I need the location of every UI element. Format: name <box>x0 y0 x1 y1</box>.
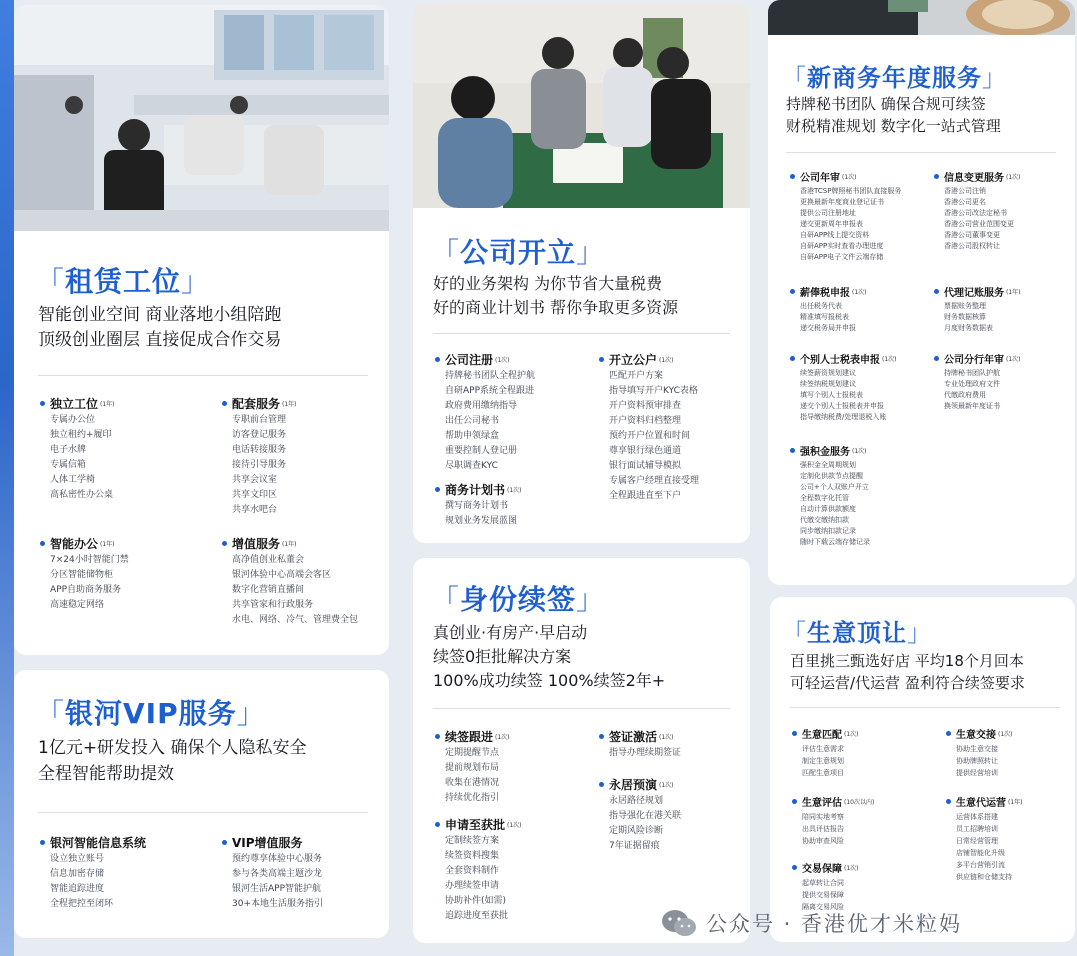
list-item: 办理续签申请 <box>445 881 500 891</box>
list-item: 运营体系搭建 <box>956 813 998 821</box>
list-item: 帮助申领绿盒 <box>445 431 500 441</box>
bullet-dot <box>599 357 604 362</box>
bullet-dot <box>222 541 227 546</box>
list-item: 递交更新周年申报表 <box>800 220 863 228</box>
list-item: 数字化营销直播间 <box>232 585 305 595</box>
list-item: 香港公司股权转让 <box>944 242 1000 250</box>
list-item: 接待引导服务 <box>232 460 287 470</box>
list-item: 多平台营销引流 <box>956 861 1005 869</box>
section-annual-review: 公司年审 (1次) 香港TCSP牌照秘书团队直接服务 更换最新年度商业登记证书 提供公司注册地址 递交更新周年申报表 自研APP线上提交资料 自研APP实时查看办理进度 自研APP电子文件云端存储 <box>790 168 940 263</box>
section-salaries-tax: 薪俸税申报 (1次) 出任税务代表 精准填写报税表 递交税务局并申报 <box>790 283 940 334</box>
list-item: 预约尊享体验中心服务 <box>232 854 323 864</box>
bullet-dot <box>934 174 939 179</box>
card-subtitle-1: 持牌秘书团队 确保合规可续签 <box>786 95 986 113</box>
list-item: 全程跟进直至下户 <box>609 491 682 501</box>
card-subtitle-2: 全程智能帮助提效 <box>38 764 174 784</box>
bullet-dot <box>40 541 45 546</box>
list-item: 开户资料预审排查 <box>609 401 682 411</box>
list-item: 指导填写开户KYC表格 <box>609 386 698 396</box>
bullet-dot <box>946 799 951 804</box>
card-subtitle-1: 百里挑三甄选好店 平均18个月回本 <box>790 652 1024 670</box>
bullet-dot <box>934 289 939 294</box>
section-application-approval: 申请至获批 (1次) 定制续签方案 续签资料搜集 全套资料制作 办理续签申请 协助补件(如需) 追踪进度至获批 <box>435 816 605 924</box>
bullet-dot <box>599 734 604 739</box>
bullet-dot <box>790 174 795 179</box>
section-mpf: 强积金服务 (1次) 强积金全周期规划 定制化供款节点提醒 公司+个人双账户开立 全程数字化托管 自动计算供款额度 代缴交缴纳扣款 同步缴纳扣款记录 随时下载云端存储记录 <box>790 442 940 548</box>
list-item: 全程把控至闭环 <box>50 899 114 909</box>
list-item: 香港公司董事变更 <box>944 231 1000 239</box>
list-item: 收集在港情况 <box>445 778 500 788</box>
list-item: 票据账务整理 <box>944 302 986 310</box>
list-item: 预约开户位置和时间 <box>609 431 691 441</box>
section-bookkeeping: 代理记账服务 (1年) 票据账务整理 财务数据核算 月度财务数据表 <box>934 283 1069 334</box>
list-item: 递交个别人士报税表并申报 <box>800 402 884 410</box>
list-item: 指导办理续期签证 <box>609 748 682 758</box>
bullet-dot <box>599 782 604 787</box>
section-visa-activation: 签证激活 (1次) 指导办理续期签证 <box>599 728 750 761</box>
list-item: 提供交易保障 <box>802 891 844 899</box>
list-item: 分区智能储物柜 <box>50 570 114 580</box>
watermark-text: 公众号 · 香港优才米粒妈 <box>706 912 963 936</box>
card-vip-service <box>14 670 389 938</box>
list-item: 智能追踪进度 <box>50 884 105 894</box>
list-item: 定制化供款节点提醒 <box>800 472 863 480</box>
bullet-dot <box>792 865 797 870</box>
list-item: 持牌秘书团队全程护航 <box>445 371 536 381</box>
card-title: 「租赁工位」 <box>36 265 211 298</box>
divider <box>38 812 368 813</box>
section-smart-office: 智能办公 (1年) 7×24小时智能门禁 分区智能储物柜 APP自助商务服务 高速稳定网络 <box>40 535 210 613</box>
bullet-dot <box>790 356 795 361</box>
list-item: 7×24小时智能门禁 <box>50 555 129 565</box>
card-subtitle-2: 好的商业计划书 帮你争取更多资源 <box>433 298 679 317</box>
list-item: 出任税务代表 <box>800 302 842 310</box>
divider <box>790 707 1060 708</box>
list-item: 自动计算供款额度 <box>800 505 856 513</box>
list-item: 香港公司改法定秘书 <box>944 209 1007 217</box>
bullet-dot <box>40 401 45 406</box>
card-title: 「公司开立」 <box>431 236 606 269</box>
list-item: 自研APP实时查看办理进度 <box>800 242 884 250</box>
team-photo <box>413 3 750 208</box>
divider <box>38 375 368 376</box>
section-company-registration: 公司注册 (1次) 持牌秘书团队全程护航 自研APP系统全程跟进 政府费用缴纳指导 出任公司秘书 帮助申领绿盒 重要控制人登记册 尽职调查KYC <box>435 351 605 474</box>
list-item: 随时下载云端存储记录 <box>800 538 870 546</box>
list-item: 水电、网络、冷气、管理费全包 <box>232 615 359 625</box>
list-item: 访客登记服务 <box>232 430 287 440</box>
list-item: 起草转让合同 <box>802 879 844 887</box>
list-item: 设立独立账号 <box>50 854 105 864</box>
list-item: 香港公司更名 <box>944 198 986 206</box>
list-item: 换领最新年度证书 <box>944 402 1000 410</box>
list-item: 全程数字化托管 <box>800 494 849 502</box>
list-item: 专属信箱 <box>50 460 87 470</box>
list-item: 专职前台管理 <box>232 415 287 425</box>
list-item: 递交税务局并申报 <box>800 324 856 332</box>
section-branch-review: 公司分行年审 (1次) 持牌秘书团队护航 专业处理政府文件 代缴政府费用 换领最新年度证书 <box>934 350 1069 412</box>
list-item: 协助牌照转让 <box>956 757 998 765</box>
list-item: 独立租约+履印 <box>50 430 112 440</box>
list-item: 银河生活APP智能护航 <box>232 884 322 894</box>
card-subtitle-3: 100%成功续签 100%续签2年+ <box>433 671 666 690</box>
list-item: 陪同实地考察 <box>802 813 844 821</box>
list-item: 提前规划布局 <box>445 763 500 773</box>
list-item: 政府费用缴纳指导 <box>445 401 518 411</box>
section-dedicated-desk: 独立工位 (1年) 专属办公位 独立租约+履印 电子水牌 专属信箱 人体工学椅 高私密性办公桌 <box>40 395 210 503</box>
section-open-bank-account: 开立公户 (1次) 匹配开户方案 指导填写开户KYC表格 开户资料预审排查 开户资料归档整理 预约开户位置和时间 尊享银行绿色通道 银行面试辅导模拟 专属客户经理直接受理 全程跟进直至下户 <box>599 351 750 504</box>
list-item: 协助审查风险 <box>802 837 844 845</box>
section-info-change: 信息变更服务 (1次) 香港公司注销 香港公司更名 香港公司改法定秘书 香港公司营业范围变更 香港公司董事变更 香港公司股权转让 <box>934 168 1069 252</box>
card-subtitle-2: 顶级创业圈层 直接促成合作交易 <box>38 330 282 350</box>
list-item: 供应链和仓储支持 <box>956 873 1012 881</box>
divider <box>786 152 1056 153</box>
list-item: 永居路径规划 <box>609 796 664 806</box>
card-title: 「新商务年度服务」 <box>782 64 1007 92</box>
list-item: 共享水吧台 <box>232 505 278 515</box>
list-item: 电话转接服务 <box>232 445 287 455</box>
list-item: 共享会议室 <box>232 475 278 485</box>
list-item: 隔离交易风险 <box>802 903 844 911</box>
list-item: 同步缴纳扣款记录 <box>800 527 856 535</box>
list-item: 店铺智能化升级 <box>956 849 1005 857</box>
list-item: 专属办公位 <box>50 415 96 425</box>
list-item: 银行面试辅导模拟 <box>609 461 682 471</box>
card-subtitle-2: 财税精准规划 数字化一站式管理 <box>786 117 1001 135</box>
section-business-plan: 商务计划书 (1次) 撰写商务计划书 规划业务发展蓝图 <box>435 481 605 529</box>
section-galaxy-info-system: 银河智能信息系统 设立独立账号 信息加密存储 智能追踪进度 全程把控至闭环 <box>40 834 210 912</box>
card-title: 「身份续签」 <box>431 583 606 616</box>
list-item: 代缴交缴纳扣款 <box>800 516 849 524</box>
list-item: 协助补件(如需) <box>445 896 507 906</box>
card-title: 「银河VIP服务」 <box>36 697 266 730</box>
list-item: 自研APP电子文件云端存储 <box>800 253 884 261</box>
section-permanent-residence: 永居预演 (1次) 永居路径规划 指导强化在港关联 定期风险诊断 7年证据留痕 <box>599 776 750 854</box>
list-item: 高私密性办公桌 <box>50 490 114 500</box>
bullet-dot <box>40 840 45 845</box>
bullet-dot <box>435 822 440 827</box>
list-item: 填写个别人士报税表 <box>800 391 863 399</box>
list-item: 月度财务数据表 <box>944 324 993 332</box>
bullet-dot <box>792 731 797 736</box>
divider <box>433 708 730 709</box>
list-item: 财务数据核算 <box>944 313 986 321</box>
list-item: 自研APP系统全程跟进 <box>445 386 535 396</box>
list-item: 高速稳定网络 <box>50 600 105 610</box>
list-item: 专业处理政府文件 <box>944 380 1000 388</box>
list-item: 出任公司秘书 <box>445 416 500 426</box>
bullet-dot <box>435 357 440 362</box>
list-item: 精准填写报税表 <box>800 313 849 321</box>
list-item: 参与各类高端主题沙龙 <box>232 869 323 879</box>
section-transaction-guarantee: 交易保障 (1次) 起草转让合同 提供交易保障 隔离交易风险 <box>792 859 942 913</box>
list-item: 香港公司注销 <box>944 187 986 195</box>
list-item: 电子水牌 <box>50 445 87 455</box>
list-item: 专属客户经理直接受理 <box>609 476 700 486</box>
list-item: 续签纳税规划建议 <box>800 380 856 388</box>
list-item: 持牌秘书团队护航 <box>944 369 1000 377</box>
list-item: 出具评估报告 <box>802 825 844 833</box>
list-item: 定期提醒节点 <box>445 748 500 758</box>
list-item: 提供公司注册地址 <box>800 209 856 217</box>
list-item: 定制续签方案 <box>445 836 500 846</box>
bullet-dot <box>946 731 951 736</box>
list-item: 日常经营管理 <box>956 837 998 845</box>
section-business-operation: 生意代运营 (1年) 运营体系搭建 员工招聘培训 日常经营管理 店铺智能化升级 多平台营销引流 供应链和仓储支持 <box>946 793 1071 883</box>
list-item: 指导缴纳税费/处理退税入账 <box>800 413 887 421</box>
list-item: 持续优化指引 <box>445 793 500 803</box>
section-business-matching: 生意匹配 (1次) 评估生意需求 制定生意规划 匹配生意项目 <box>792 725 942 779</box>
list-item: 定期风险诊断 <box>609 826 664 836</box>
section-business-handover: 生意交接 (1次) 协助生意交接 协助牌照转让 提供经营培训 <box>946 725 1071 779</box>
section-renewal-followup: 续签跟进 (1次) 定期提醒节点 提前规划布局 收集在港情况 持续优化指引 <box>435 728 605 806</box>
wechat-icon <box>660 908 698 938</box>
list-item: 评估生意需求 <box>802 745 844 753</box>
list-item: 员工招聘培训 <box>956 825 998 833</box>
bullet-dot <box>435 487 440 492</box>
list-item: 更换最新年度商业登记证书 <box>800 198 884 206</box>
list-item: 制定生意规划 <box>802 757 844 765</box>
list-item: 共享文印区 <box>232 490 278 500</box>
list-item: 信息加密存储 <box>50 869 105 879</box>
list-item: 30+本地生活服务指引 <box>232 899 323 909</box>
card-subtitle-2: 续签0拒批解决方案 <box>433 647 572 666</box>
bullet-dot <box>435 734 440 739</box>
list-item: 代缴政府费用 <box>944 391 986 399</box>
list-item: 银河体验中心高端会客区 <box>232 570 332 580</box>
card-subtitle-2: 可轻运营/代运营 盈利符合续签要求 <box>790 674 1025 692</box>
card-subtitle-1: 智能创业空间 商业落地小组陪跑 <box>38 305 282 325</box>
list-item: 共享管家和行政服务 <box>232 600 314 610</box>
card-subtitle-1: 真创业·有房产·早启动 <box>433 623 588 642</box>
list-item: 提供经营培训 <box>956 769 998 777</box>
bullet-dot <box>222 840 227 845</box>
list-item: 重要控制人登记册 <box>445 446 518 456</box>
card-subtitle-1: 1亿元+研发投入 确保个人隐私安全 <box>38 738 307 758</box>
left-blue-edge <box>0 0 14 956</box>
bullet-dot <box>222 401 227 406</box>
card-rent-workspace <box>14 5 389 655</box>
list-item: 匹配生意项目 <box>802 769 844 777</box>
list-item: 公司+个人双账户开立 <box>800 483 869 491</box>
list-item: 高净值创业私董会 <box>232 555 305 565</box>
watermark <box>660 908 962 938</box>
section-value-added: 增值服务 (1年) 高净值创业私董会 银河体验中心高端会客区 数字化营销直播间 共享管家和行政服务 水电、网络、冷气、管理费全包 <box>222 535 389 628</box>
list-item: 强积金全周期规划 <box>800 461 856 469</box>
list-item: 开户资料归档整理 <box>609 416 682 426</box>
list-item: 撰写商务计划书 <box>445 501 509 511</box>
list-item: 匹配开户方案 <box>609 371 664 381</box>
list-item: 尽职调查KYC <box>445 461 498 471</box>
card-subtitle-1: 好的业务架构 为你节省大量税费 <box>433 274 663 293</box>
list-item: 人体工学椅 <box>50 475 96 485</box>
card-company-setup <box>413 3 750 543</box>
list-item: 全套资料制作 <box>445 866 500 876</box>
list-item: 续签薪资规划建议 <box>800 369 856 377</box>
card-visa-renewal <box>413 558 750 943</box>
card-business-transfer <box>770 597 1075 942</box>
bullet-dot <box>790 289 795 294</box>
card-annual-service <box>768 0 1075 585</box>
office-photo <box>14 5 389 231</box>
section-vip-value-added: VIP增值服务 预约尊享体验中心服务 参与各类高端主题沙龙 银河生活APP智能护航 30+本地生活服务指引 <box>222 834 389 912</box>
list-item: 香港TCSP牌照秘书团队直接服务 <box>800 187 902 195</box>
bullet-dot <box>790 448 795 453</box>
list-item: 7年证据留痕 <box>609 841 660 851</box>
list-item: 规划业务发展蓝图 <box>445 516 518 526</box>
list-item: 指导强化在港关联 <box>609 811 682 821</box>
list-item: 续签资料搜集 <box>445 851 500 861</box>
bullet-dot <box>792 799 797 804</box>
divider <box>433 333 730 334</box>
list-item: 自研APP线上提交资料 <box>800 231 870 239</box>
section-support-services: 配套服务 (1年) 专职前台管理 访客登记服务 电话转接服务 接待引导服务 共享会议室 共享文印区 共享水吧台 <box>222 395 389 518</box>
list-item: 尊享银行绿色通道 <box>609 446 682 456</box>
list-item: 香港公司营业范围变更 <box>944 220 1014 228</box>
list-item: 追踪进度至获批 <box>445 911 509 921</box>
coffee-photo <box>768 0 1075 35</box>
section-individual-tax: 个别人士税表申报 (1次) 续签薪资规划建议 续签纳税规划建议 填写个别人士报税表 递交个别人士报税表并申报 指导缴纳税费/处理退税入账 <box>790 350 940 423</box>
list-item: APP自助商务服务 <box>50 585 122 595</box>
card-title: 「生意顶让」 <box>782 619 932 647</box>
section-business-evaluation: 生意评估 (10次以内) 陪同实地考察 出具评估报告 协助审查风险 <box>792 793 942 847</box>
bullet-dot <box>934 356 939 361</box>
list-item: 协助生意交接 <box>956 745 998 753</box>
